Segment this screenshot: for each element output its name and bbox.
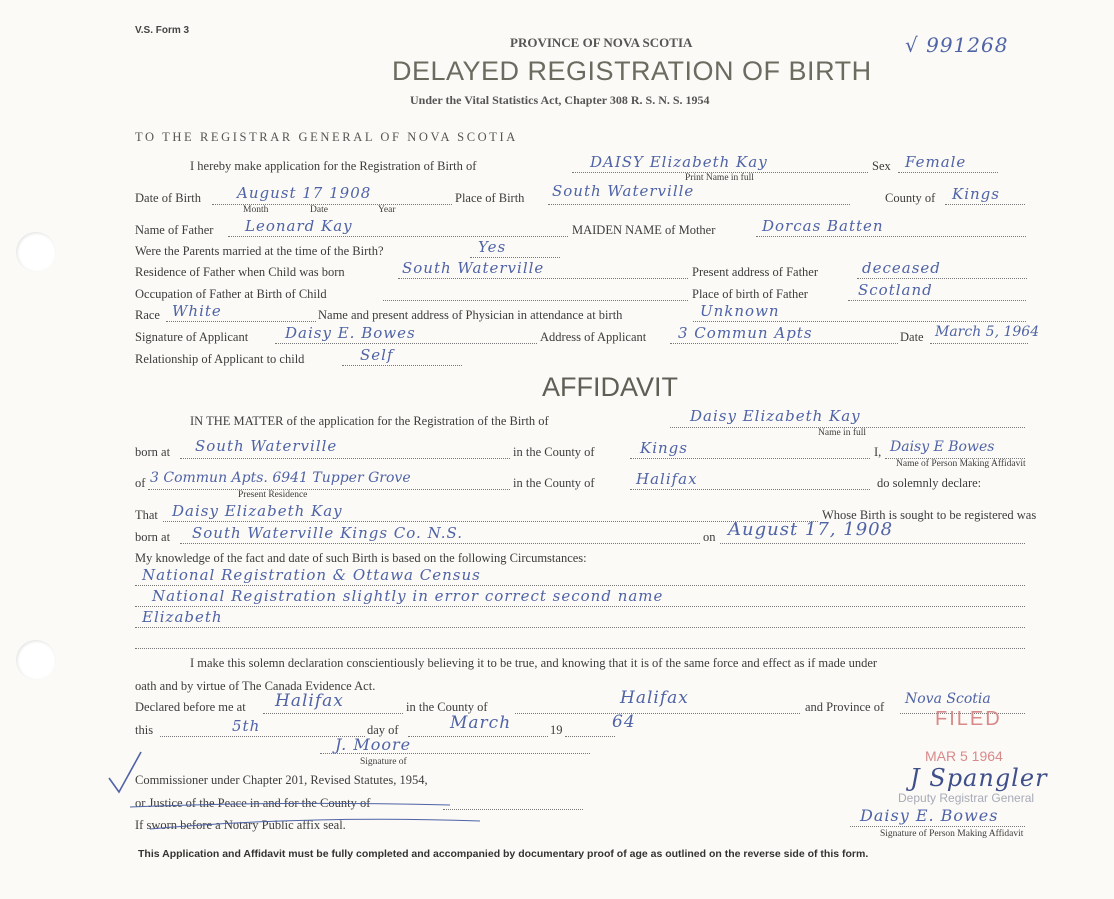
form-subtitle: Under the Vital Statistics Act, Chapter 308 R. S. N. S. 1954 xyxy=(410,93,710,107)
commissioner-signature: J. Moore xyxy=(335,735,412,754)
that-value: Daisy Elizabeth Kay xyxy=(172,502,343,520)
born-at-label: born at xyxy=(135,445,171,459)
declare-label: do solemnly declare: xyxy=(877,476,982,490)
filed-stamp: FILED xyxy=(935,708,1002,730)
of-label: of xyxy=(135,476,146,490)
pob-label: Place of Birth xyxy=(455,191,525,205)
on-label: on xyxy=(703,530,716,544)
solemn-declaration-2: oath and by virtue of The Canada Evidence Act. xyxy=(135,679,376,693)
form-number: V.S. Form 3 xyxy=(135,25,190,36)
affiant-signature: Daisy E. Bowes xyxy=(860,806,999,825)
date-value: March 5, 1964 xyxy=(935,324,1040,340)
affiant-hint: Signature of Person Making Affidavit xyxy=(880,829,1024,839)
present-address-father-value: deceased xyxy=(862,259,941,277)
name-full-hint: Name in full xyxy=(818,428,867,438)
punch-hole-bottom xyxy=(16,640,56,680)
filed-date-stamp: MAR 5 1964 xyxy=(925,748,1003,764)
province-heading: PROVINCE OF NOVA SCOTIA xyxy=(510,35,693,50)
present-residence-hint: Present Residence xyxy=(238,490,308,500)
print-name-hint: Print Name in full xyxy=(685,173,754,183)
year-prefix-label: 19 xyxy=(550,723,563,737)
occupation-label: Occupation of Father at Birth of Child xyxy=(135,287,327,301)
circumstance-line-3: Elizabeth xyxy=(142,608,223,626)
circumstance-line-2: National Registration slightly in error correct second name xyxy=(152,587,664,605)
race-value: White xyxy=(172,302,222,320)
affidavit-county3-value: Halifax xyxy=(620,688,689,708)
address-applicant-label: Address of Applicant xyxy=(540,330,647,344)
matter-value: Daisy Elizabeth Kay xyxy=(690,407,861,425)
mother-value: Dorcas Batten xyxy=(762,217,884,235)
dob-label: Date of Birth xyxy=(135,191,201,205)
married-label: Were the Parents married at the time of the Birth? xyxy=(135,244,384,258)
present-address-father-label: Present address of Father xyxy=(692,265,819,279)
year-hint: Year xyxy=(378,205,396,215)
relationship-label: Relationship of Applicant to child xyxy=(135,352,305,366)
province-value: Nova Scotia xyxy=(905,691,991,707)
father-label: Name of Father xyxy=(135,223,214,237)
father-value: Leonard Kay xyxy=(245,217,353,235)
intro-label: I hereby make application for the Registration of Birth of xyxy=(190,159,477,173)
sig-applicant-label: Signature of Applicant xyxy=(135,330,249,344)
county-value: Kings xyxy=(952,185,1000,203)
born2-label: born at xyxy=(135,530,171,544)
residence-father-value: South Waterville xyxy=(402,259,545,277)
form-title: DELAYED REGISTRATION OF BIRTH xyxy=(392,56,872,86)
whose-label: Whose Birth is sought to be registered was xyxy=(822,508,1037,522)
affidavit-county-value: Kings xyxy=(640,439,688,457)
province-label: and Province of xyxy=(805,700,885,714)
affidavit-heading: AFFIDAVIT xyxy=(542,372,679,402)
person-hint: Name of Person Making Affidavit xyxy=(896,459,1026,469)
date-hint: Date xyxy=(310,205,328,215)
affidavit-county-label: in the County of xyxy=(513,445,595,459)
pob-father-value: Scotland xyxy=(858,281,933,299)
strike-lines xyxy=(130,795,490,835)
i-label: I, xyxy=(874,445,882,459)
born2-value: South Waterville Kings Co. N.S. xyxy=(192,524,464,542)
relationship-value: Self xyxy=(360,346,394,364)
registrar-signature: J Spangler xyxy=(910,764,1048,792)
declared-value: Halifax xyxy=(275,691,344,711)
circumstance-line-1: National Registration & Ottawa Census xyxy=(142,566,481,584)
solemn-declaration-1: I make this solemn declaration conscientiously believing it to be true, and knowing that it is of the same force and effect as if made under xyxy=(190,656,878,670)
residence-father-label: Residence of Father when Child was born xyxy=(135,265,345,279)
to-registrar-line: TO THE REGISTRAR GENERAL OF NOVA SCOTIA xyxy=(135,130,518,144)
pob-father-label: Place of birth of Father xyxy=(692,287,808,301)
year-value: 64 xyxy=(612,712,636,732)
day-value: 5th xyxy=(232,717,261,735)
address-applicant-value: 3 Commun Apts xyxy=(678,324,813,342)
married-value: Yes xyxy=(478,238,507,256)
that-label: That xyxy=(135,508,158,522)
this-label: this xyxy=(135,723,154,737)
month-hint: Month xyxy=(243,205,269,215)
knowledge-label: My knowledge of the fact and date of such Birth is based on the following Circumstances: xyxy=(135,551,587,565)
sig-applicant-value: Daisy E. Bowes xyxy=(285,324,416,342)
born-at-value: South Waterville xyxy=(195,437,338,455)
file-number: √ 991268 xyxy=(905,33,1009,57)
county-label: County of xyxy=(885,191,936,205)
signature-of-hint: Signature of xyxy=(360,757,407,767)
commissioner-label: Commissioner under Chapter 201, Revised Statutes, 1954, xyxy=(135,773,428,787)
date-label: Date xyxy=(900,330,924,344)
sex-value: Female xyxy=(905,153,967,171)
i-value: Daisy E Bowes xyxy=(890,439,995,455)
child-name-value: DAISY Elizabeth Kay xyxy=(590,153,768,171)
justice-label: or Justice of the Peace in and for the County of xyxy=(135,796,371,810)
registrar-title: Deputy Registrar General xyxy=(898,791,1035,805)
matter-label: IN THE MATTER of the application for the Registration of the Birth of xyxy=(190,414,549,428)
footer-note: This Application and Affidavit must be fully completed and accompanied by documentary proof of age as outlined on the reverse side of this form. xyxy=(138,848,869,860)
affidavit-county3-label: in the County of xyxy=(406,700,488,714)
physician-value: Unknown xyxy=(700,302,780,320)
affidavit-county2-label: in the County of xyxy=(513,476,595,490)
on-value: August 17, 1908 xyxy=(728,519,894,540)
notary-label: If sworn before a Notary Public affix seal. xyxy=(135,818,346,832)
day-of-label: day of xyxy=(367,723,399,737)
punch-hole-top xyxy=(16,232,56,272)
of-value: 3 Commun Apts. 6941 Tupper Grove xyxy=(150,470,411,486)
physician-label: Name and present address of Physician in attendance at birth xyxy=(318,308,623,322)
month-value: March xyxy=(450,713,512,733)
race-label: Race xyxy=(135,308,160,322)
affidavit-county2-value: Halifax xyxy=(636,470,698,488)
sex-label: Sex xyxy=(872,159,891,173)
declared-label: Declared before me at xyxy=(135,700,246,714)
pob-value: South Waterville xyxy=(552,182,695,200)
dob-value: August 17 1908 xyxy=(237,184,372,202)
mother-label: MAIDEN NAME of Mother xyxy=(572,223,716,237)
